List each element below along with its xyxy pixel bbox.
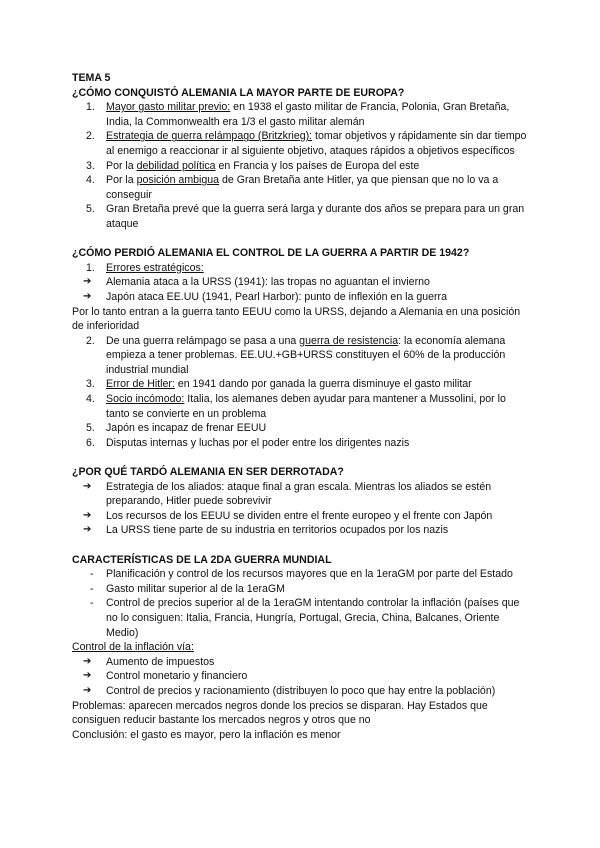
list-number: 3. [86, 378, 95, 391]
list-item [72, 392, 532, 421]
arrow-bullet-icon: ➔ [83, 276, 92, 288]
list-item [72, 173, 532, 202]
dash-bullet: - [90, 568, 94, 581]
dash-text: Control de precios superior al de la 1eraGM intentando controlar la inflación (países que no lo consiguen: Italia, Francia, Hungría, Portugal, Grecia, China, Balcanes, Oriente Medio) [106, 597, 520, 639]
list-item [72, 377, 532, 392]
document-page [72, 71, 532, 742]
item-text: en 1941 dando por ganada la guerra disminuye el gasto militar [174, 378, 472, 391]
item-prefix: Por la [106, 174, 137, 187]
arrow-text: Aumento de impuestos [106, 655, 215, 668]
list-number: 1. [86, 101, 95, 114]
item-prefix: Por la [106, 159, 137, 172]
arrow-bullet-icon: ➔ [83, 290, 92, 302]
item-text: : la economía alemana empieza a tener problemas. EE.UU.+GB+URSS constituyen el 60% de la producción industrial mundial [106, 334, 506, 376]
dash-text: Planificación y control de los recursos mayores que en la 1eraGM por parte del Estado [106, 568, 513, 581]
arrow-text: Control monetario y financiero [106, 670, 248, 683]
arrow-item [72, 684, 532, 699]
arrow-text: Los recursos de los EEUU se dividen entre el frente europeo y el frente con Japón [106, 509, 493, 522]
list-number: 2. [86, 130, 95, 143]
paragraph: Por lo tanto entran a la guerra tanto EEUU como la URSS, dejando a Alemania en una posición de inferioridad [72, 305, 521, 333]
list-item [72, 100, 532, 129]
section-1-title: ¿CÓMO CONQUISTÓ ALEMANIA LA MAYOR PARTE DE EUROPA? [72, 86, 405, 99]
list-number: 1. [86, 261, 95, 274]
arrow-item [72, 523, 532, 538]
problems-paragraph: Problemas: aparecen mercados negros donde los precios se disparan. Hay Estados que consiguen reducir bastante los mercados negros y otros que no [72, 699, 488, 727]
control-title: Control de la inflación vía: [72, 641, 194, 654]
arrow-item [72, 290, 532, 305]
list-number: 6. [86, 436, 95, 449]
item-text: en 1938 el gasto militar de Francia, Polonia, Gran Bretaña, India, la Commonwealth era 1/3 el gasto militar alemán [106, 101, 510, 128]
arrow-text: Estrategia de los aliados: ataque final a gran escala. Mientras los aliados se estén preparando, Hitler puede sobrevivir [106, 480, 492, 508]
dash-bullet: - [90, 582, 94, 595]
underlined-term: Socio incómodo: [106, 393, 185, 406]
arrow-text: La URSS tiene parte de su industria en territorios ocupados por los nazis [106, 524, 449, 537]
section-4-title: CARACTERÍSTICAS DE LA 2DA GUERRA MUNDIAL [72, 553, 332, 566]
arrow-item [72, 655, 532, 670]
dash-item [72, 596, 532, 640]
list-number: 5. [86, 203, 95, 216]
item-text: Japón es incapaz de frenar EEUU [106, 422, 267, 435]
arrow-item [72, 669, 532, 684]
item-text: Gran Bretaña prevé que la guerra será larga y durante dos años se prepara para un gran ataque [106, 203, 525, 230]
item-text: tomar objetivos y rápidamente sin dar tiempo al enemigo a reaccionar ir al siguiente objetivo, ataques rápidos a objetivos específicos [106, 130, 527, 157]
item-text: Disputas internas y luchas por el poder entre los dirigentes nazis [106, 436, 410, 449]
list-item [72, 129, 532, 158]
item-text: Italia, los alemanes deben ayudar para mantener a Mussolini, por lo tanto se convierte en un problema [106, 393, 506, 420]
section-2-title: ¿CÓMO PERDIÓ ALEMANIA EL CONTROL DE LA GUERRA A PARTIR DE 1942? [72, 247, 470, 260]
list-item [72, 334, 532, 378]
arrow-bullet-icon: ➔ [83, 684, 92, 696]
list-number: 3. [86, 159, 95, 172]
list-item [72, 261, 532, 276]
list-number: 4. [86, 174, 95, 187]
arrow-bullet-icon: ➔ [83, 670, 92, 682]
underlined-term: Error de Hitler: [106, 378, 175, 391]
arrow-bullet-icon: ➔ [83, 524, 92, 536]
arrow-item [72, 509, 532, 524]
underlined-term: posición ambigua [136, 174, 220, 187]
arrow-bullet-icon: ➔ [83, 509, 92, 521]
item-prefix: De una guerra relámpago se pasa a una [106, 334, 300, 347]
dash-item [72, 567, 532, 582]
arrow-item [72, 275, 532, 290]
underlined-term: Estrategia de guerra relámpago (Britzkrieg): [106, 130, 313, 143]
arrow-text: Control de precios y racionamiento (distribuyen lo poco que hay entre la población) [106, 684, 496, 697]
item-text: en Francia y los países de Europa del este [215, 159, 420, 172]
arrow-item [72, 480, 532, 509]
list-item [72, 421, 532, 436]
dash-bullet: - [90, 597, 94, 610]
underlined-term: guerra de resistencia [299, 334, 399, 347]
arrow-bullet-icon: ➔ [83, 480, 92, 492]
list-item [72, 436, 532, 451]
dash-item [72, 582, 532, 597]
list-number: 2. [86, 334, 95, 347]
dash-text: Gasto militar superior al de la 1eraGM [106, 582, 285, 595]
arrow-text: Japón ataca EE.UU (1941, Pearl Harbor): punto de inflexión en la guerra [106, 290, 447, 303]
topic-label: TEMA 5 [72, 72, 111, 84]
list-number: 5. [86, 422, 95, 435]
arrow-bullet-icon: ➔ [83, 655, 92, 667]
underlined-term: debilidad política [136, 159, 216, 172]
arrow-text: Alemania ataca a la URSS (1941): las tropas no aguantan el invierno [106, 276, 430, 289]
conclusion-paragraph: Conclusión: el gasto es mayor, pero la inflación es menor [72, 728, 341, 741]
list-number: 4. [86, 393, 95, 406]
section-3-title: ¿POR QUÉ TARDÓ ALEMANIA EN SER DERROTADA? [72, 466, 344, 479]
list-item [72, 202, 532, 231]
underlined-term: Errores estratégicos: [106, 261, 204, 274]
list-item [72, 159, 532, 174]
item-text: de Gran Bretaña ante Hitler, ya que piensan que no lo va a conseguir [106, 174, 499, 201]
underlined-term: Mayor gasto militar previo: [106, 101, 231, 114]
